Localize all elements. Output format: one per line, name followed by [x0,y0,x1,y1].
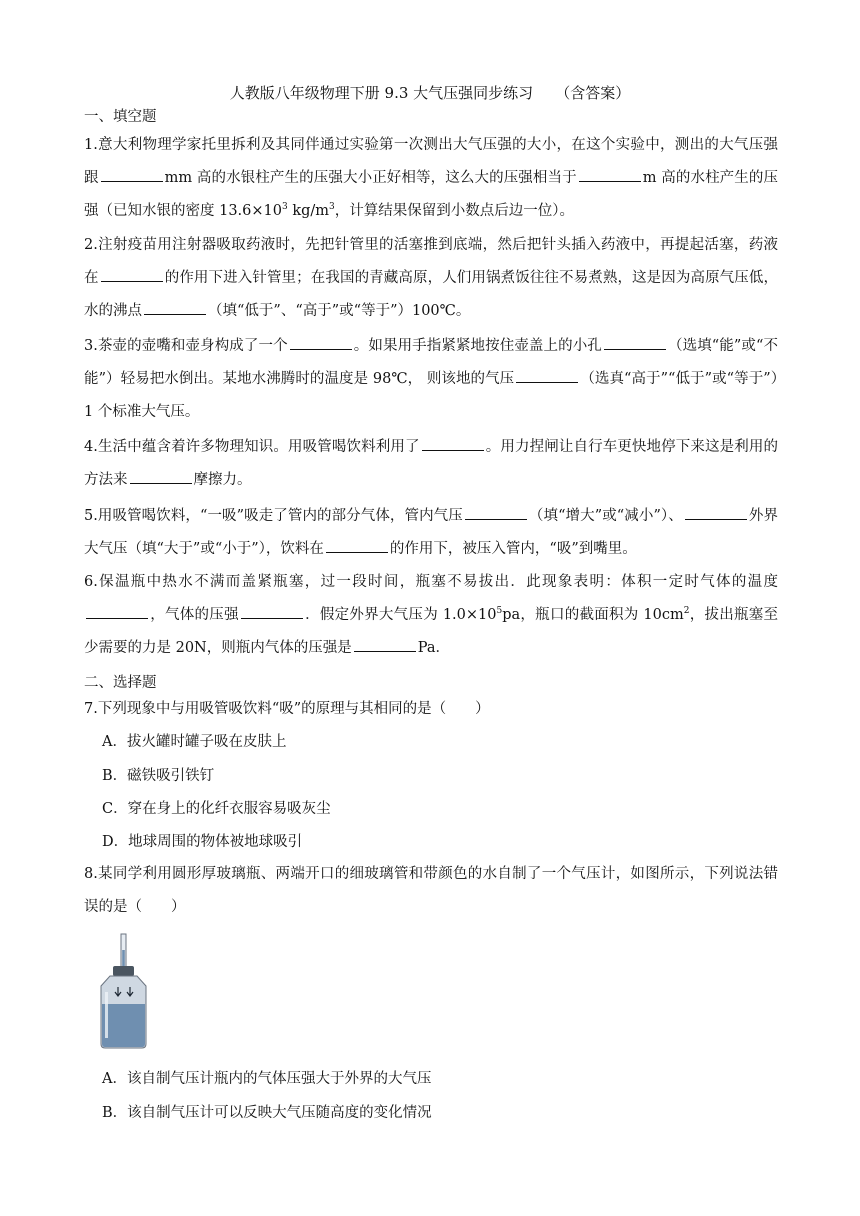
question-7: 7.下列现象中与用吸管吸饮料“吸”的原理与其相同的是（ ） [84,701,490,717]
bottle-cap [113,966,134,976]
question-3: 3.茶壶的壶嘴和壶身构成了一个 。如果用手指紧紧地按住壶盖上的小孔 （选填“能”或“不能”）轻易把水倒出。某地水沸腾时的温度是 98℃， 则该地的气压 （选真“高于”“低于”或“等于”）1 个标准大气压。 [84,330,778,429]
answer-blank[interactable] [130,469,192,484]
answer-blank[interactable] [516,368,578,383]
question-4: 4.生活中蕴含着许多物理知识。用吸管喝饮料利用了 。用力捏闸让自行车更快地停下来这是利用的方法来 摩擦力。 [84,431,778,497]
question-5: 5.用吸管喝饮料，“一吸”吸走了管内的部分气体，管内气压 （填“增大”或“减小”）、 外界大气压（填“大于”或“小于”），饮料在 的作用下，被压入管内，“吸”到嘴里。 [84,500,778,566]
answer-blank[interactable] [579,167,641,182]
answer-blank[interactable] [465,505,527,520]
option-7c[interactable]: C．穿在身上的化纤衣服容易吸灰尘 [102,801,331,817]
option-8a[interactable]: A．该自制气压计瓶内的气体压强大于外界的大气压 [102,1071,432,1087]
question-8: 8.某同学利用圆形厚玻璃瓶、两端开口的细玻璃管和带颜色的水自制了一个气压计，如图所示，下列说法错误的是（ ） [84,866,778,915]
question-2: 2.注射疫苗用注射器吸取药液时，先把针管里的活塞推到底端，然后把针头插入药液中，再提起活塞，药液在 的作用下进入针管里；在我国的青藏高原，人们用锅煮饭往往不易煮熟，这是因为高原气压低，水的沸点 （填“低于”、“高于”或“等于”）100℃。 [84,237,779,319]
title-text: 人教版八年级物理下册 9.3 大气压强同步练习 [229,84,534,102]
answer-blank[interactable] [144,300,206,315]
option-7a[interactable]: A．拔火罐时罐子吸在皮肤上 [102,734,287,750]
section-choice-heading: 二、选择题 [84,675,157,691]
question-1: 1.意大利物理学家托里拆利及其同伴通过实验第一次测出大气压强的大小，在这个实验中，测出的大气压强跟 mm 高的水银柱产生的压强大小正好相等，这么大的压强相当于 m 高的水柱产生的压强（已知水银的密度 $13.6\times 10^3$ $kg/m^3$，计算结果保留到小数点后边一位）。 [84,137,779,219]
answer-blank[interactable] [685,505,747,520]
barometer-bottle-figure [96,932,156,1052]
answer-blank[interactable] [326,538,388,553]
answer-blank[interactable] [290,335,352,350]
bottle-water [102,1004,145,1047]
question-6: 6.保温瓶中热水不满而盖紧瓶塞，过一段时间，瓶塞不易拔出．此现象表明：体积一定时气体的温度，气体的压强 ．假定外界大气压为 $1.0\times 10^5pa$，瓶口的截面积为 $10cm^2$，拔出瓶塞至少需要的力是 20N，则瓶内气体的压强是 Pa． [84,574,779,656]
option-8b[interactable]: B．该自制气压计可以反映大气压随高度的变化情况 [102,1105,432,1121]
option-7d[interactable]: D．地球周围的物体被地球吸引 [102,834,303,850]
answer-blank[interactable] [241,604,303,619]
glass-highlight [105,992,108,1038]
document-title [0,83,860,103]
answer-blank[interactable] [101,167,163,182]
option-7b[interactable]: B．磁铁吸引铁钉 [102,768,215,784]
answer-blank[interactable] [604,335,666,350]
title-suffix: （含答案） [555,84,631,102]
answer-blank[interactable] [101,267,163,282]
answer-blank[interactable] [86,604,148,619]
answer-blank[interactable] [354,637,416,652]
answer-blank[interactable] [422,436,484,451]
section-fill-heading: 一、填空题 [84,109,157,125]
